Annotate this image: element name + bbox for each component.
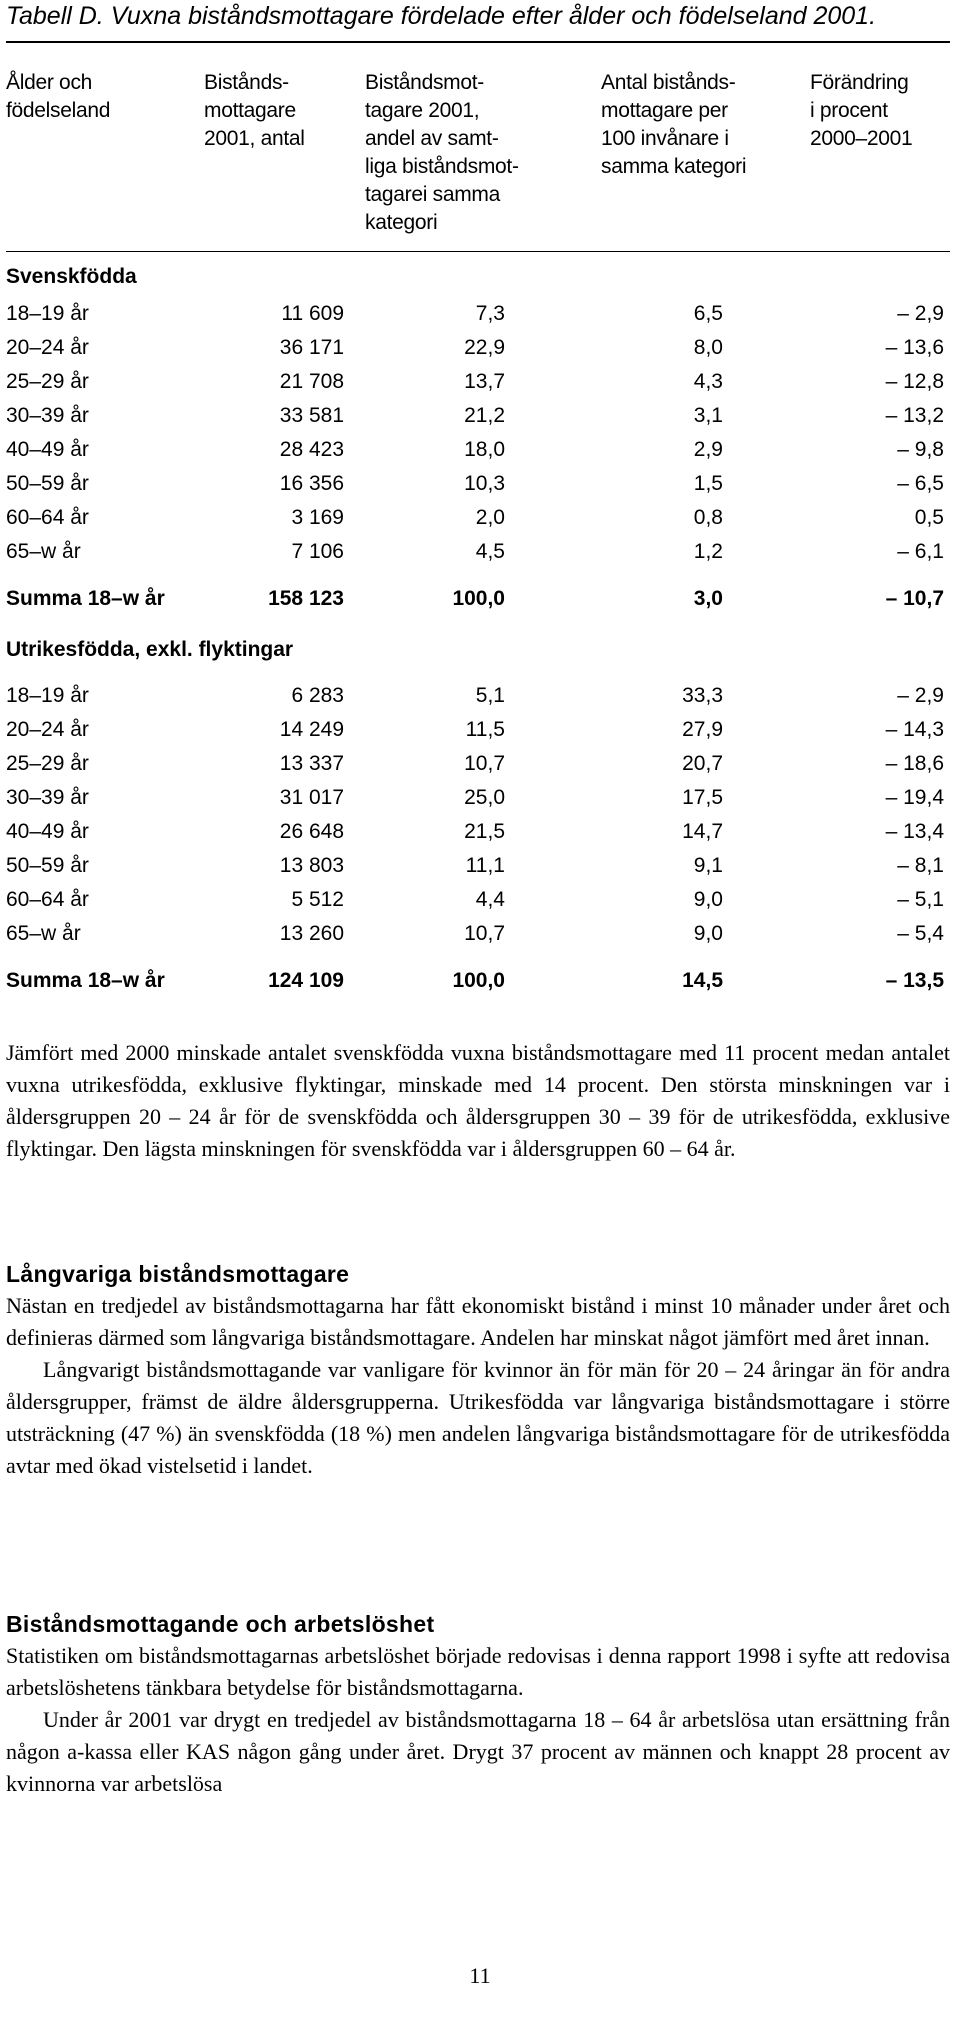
cell-per-100: 3,0 — [693, 587, 723, 610]
cell-count: 16 356 — [279, 472, 344, 495]
cell-change: – 10,7 — [885, 587, 944, 610]
header-age-and-birthplace: Ålder och födelseland — [6, 71, 111, 122]
cell-share: 5,1 — [475, 684, 505, 707]
table-caption: Tabell D. Vuxna biståndsmottagare fördelade efter ålder och födelseland 2001. — [6, 2, 877, 30]
cell-count: 7 106 — [291, 540, 344, 563]
heading-unemployment: Biståndsmottagande och arbetslöshet — [6, 1611, 435, 1637]
body-text-block-1 — [6, 1037, 950, 1165]
cell-share: 25,0 — [464, 786, 505, 809]
table-total-row — [6, 967, 950, 995]
cell-count: 33 581 — [279, 404, 344, 427]
cell-change: – 13,2 — [885, 404, 944, 427]
cell-count: 36 171 — [279, 336, 344, 359]
cell-change: – 19,4 — [885, 786, 944, 809]
cell-count: 31 017 — [279, 786, 344, 809]
paragraph-long-term-share: Nästan en tredjedel av biståndsmottagarna har fått ekonomiskt bistånd i minst 10 månader under året och definieras därmed som långvariga biståndsmottagare. Andelen har minskat något jämfört med året innan. — [6, 1293, 950, 1350]
cell-per-100: 8,0 — [693, 336, 723, 359]
cell-change: – 12,8 — [885, 370, 944, 393]
row-label: 65–w år — [6, 922, 81, 945]
cell-count: 5 512 — [291, 888, 344, 911]
cell-share: 21,5 — [464, 820, 505, 843]
cell-per-100: 6,5 — [693, 302, 723, 325]
row-label: 50–59 år — [6, 472, 89, 495]
table-row — [6, 436, 950, 464]
cell-count: 158 123 — [268, 587, 344, 610]
cell-per-100: 9,0 — [693, 922, 723, 945]
table-row — [6, 750, 950, 778]
table-row — [6, 470, 950, 498]
table-row — [6, 886, 950, 914]
cell-change: – 5,4 — [897, 922, 944, 945]
cell-change: – 2,9 — [897, 302, 944, 325]
row-label: 60–64 år — [6, 888, 89, 911]
section-long-term-recipients — [6, 1258, 950, 1482]
table-total-row — [6, 585, 950, 613]
row-label: 40–49 år — [6, 438, 89, 461]
table-row — [6, 538, 950, 566]
paragraph-long-term-groups: Långvarigt biståndsmottagande var vanligare för kvinnor än för män för 20 – 24 åringar än för andra åldersgrupper, främst de äldre åldersgrupperna. Utrikesfödda var långvariga biståndsmottagare i större utsträckning (47 %) än svenskfödda (18 %) men andelen långvariga biståndsmottagare för de utrikesfödda avtar med ökad vistelsetid i landet. — [6, 1357, 950, 1478]
header-recipients-share: Biståndsmot- tagare 2001, andel av samt- liga biståndsmot- tagarei samma kategori — [365, 71, 519, 234]
table-row — [6, 920, 950, 948]
cell-count: 13 337 — [279, 752, 344, 775]
table-row — [6, 334, 950, 362]
heading-long-term-recipients: Långvariga biståndsmottagare — [6, 1261, 350, 1287]
table-row — [6, 504, 950, 532]
cell-per-100: 9,0 — [693, 888, 723, 911]
cell-count: 13 803 — [279, 854, 344, 877]
row-label: 65–w år — [6, 540, 81, 563]
cell-count: 28 423 — [279, 438, 344, 461]
cell-change: – 2,9 — [897, 684, 944, 707]
cell-share: 100,0 — [452, 969, 505, 992]
cell-per-100: 2,9 — [693, 438, 723, 461]
header-recipients-per-100: Antal bistånds- mottagare per 100 invånare i samma kategori — [601, 71, 747, 178]
cell-per-100: 17,5 — [682, 786, 723, 809]
row-label: 60–64 år — [6, 506, 89, 529]
row-label: Summa 18–w år — [6, 969, 165, 992]
cell-per-100: 27,9 — [682, 718, 723, 741]
cell-share: 11,1 — [465, 854, 505, 877]
row-label: 18–19 år — [6, 302, 89, 325]
section-title: Svenskfödda — [6, 265, 137, 288]
cell-share: 4,5 — [475, 540, 505, 563]
cell-count: 6 283 — [291, 684, 344, 707]
table-header-rule — [6, 251, 950, 252]
row-label: 20–24 år — [6, 336, 89, 359]
paragraph-unemployment-stats: Statistiken om biståndsmottagarnas arbetslöshet började redovisas i denna rapport 1998 i syfte att redovisa arbetslöshetens tänkbara betydelse för biståndsmottagarna. — [6, 1643, 950, 1700]
cell-change: – 6,1 — [897, 540, 944, 563]
cell-change: – 14,3 — [885, 718, 944, 741]
header-change-percent: Förändring i procent 2000–2001 — [810, 71, 913, 150]
table-row — [6, 368, 950, 396]
cell-share: 10,7 — [464, 752, 505, 775]
row-label: 40–49 år — [6, 820, 89, 843]
row-label: 25–29 år — [6, 370, 89, 393]
cell-count: 11 609 — [281, 302, 344, 325]
cell-per-100: 20,7 — [682, 752, 723, 775]
cell-share: 10,7 — [464, 922, 505, 945]
cell-change: – 13,4 — [885, 820, 944, 843]
cell-per-100: 0,8 — [693, 506, 723, 529]
cell-per-100: 14,7 — [682, 820, 723, 843]
cell-share: 21,2 — [464, 404, 505, 427]
cell-change: 0,5 — [914, 506, 944, 529]
header-recipients-count: Bistånds- mottagare 2001, antal — [204, 71, 305, 150]
table-row — [6, 682, 950, 710]
cell-per-100: 33,3 — [682, 684, 723, 707]
cell-count: 14 249 — [279, 718, 344, 741]
table-row — [6, 818, 950, 846]
row-label: 18–19 år — [6, 684, 89, 707]
cell-per-100: 9,1 — [693, 854, 723, 877]
row-label: 25–29 år — [6, 752, 89, 775]
cell-count: 26 648 — [279, 820, 344, 843]
cell-count: 124 109 — [268, 969, 344, 992]
cell-change: – 13,5 — [885, 969, 944, 992]
table-row — [6, 784, 950, 812]
cell-per-100: 3,1 — [693, 404, 723, 427]
cell-per-100: 4,3 — [693, 370, 723, 393]
cell-share: 11,5 — [465, 718, 505, 741]
table-row — [6, 300, 950, 328]
page-number: 11 — [469, 1963, 491, 1988]
cell-count: 21 708 — [279, 370, 344, 393]
cell-change: – 18,6 — [885, 752, 944, 775]
cell-change: – 5,1 — [897, 888, 944, 911]
cell-share: 13,7 — [464, 370, 505, 393]
table-row — [6, 852, 950, 880]
row-label: 30–39 år — [6, 404, 89, 427]
row-label: 30–39 år — [6, 786, 89, 809]
paragraph-comparison: Jämfört med 2000 minskade antalet svenskfödda vuxna biståndsmottagare med 11 procent medan antalet vuxna utrikesfödda, exklusive flyktingar, minskade med 14 procent. Den största minskningen var i åldersgruppen 20 – 24 år för de svenskfödda och åldersgruppen 30 – 39 för de utrikesfödda, exklusive flyktingar. Den lägsta minskningen för svenskfödda var i åldersgruppen 60 – 64 år. — [6, 1040, 950, 1161]
cell-per-100: 1,2 — [693, 540, 723, 563]
cell-share: 100,0 — [452, 587, 505, 610]
cell-share: 22,9 — [464, 336, 505, 359]
row-label: 20–24 år — [6, 718, 89, 741]
cell-count: 3 169 — [291, 506, 344, 529]
table-row — [6, 402, 950, 430]
table-row — [6, 716, 950, 744]
paragraph-unemployment-2001: Under år 2001 var drygt en tredjedel av biståndsmottagarna 18 – 64 år arbetslösa utan ersättning från någon a-kassa eller KAS någon gång under året. Drygt 37 procent av männen och knappt 28 procent av kvinnorna var arbetslösa — [6, 1707, 950, 1796]
row-label: 50–59 år — [6, 854, 89, 877]
cell-change: – 6,5 — [897, 472, 944, 495]
section-title: Utrikesfödda, exkl. flyktingar — [6, 638, 294, 661]
cell-share: 10,3 — [464, 472, 505, 495]
cell-share: 2,0 — [475, 506, 505, 529]
cell-share: 4,4 — [475, 888, 505, 911]
cell-change: – 9,8 — [897, 438, 944, 461]
section-unemployment — [6, 1608, 950, 1800]
cell-change: – 13,6 — [885, 336, 944, 359]
table-top-rule — [6, 41, 950, 43]
cell-change: – 8,1 — [897, 854, 944, 877]
row-label: Summa 18–w år — [6, 587, 165, 610]
cell-share: 7,3 — [475, 302, 505, 325]
cell-per-100: 1,5 — [693, 472, 723, 495]
cell-per-100: 14,5 — [682, 969, 723, 992]
cell-count: 13 260 — [279, 922, 344, 945]
cell-share: 18,0 — [464, 438, 505, 461]
